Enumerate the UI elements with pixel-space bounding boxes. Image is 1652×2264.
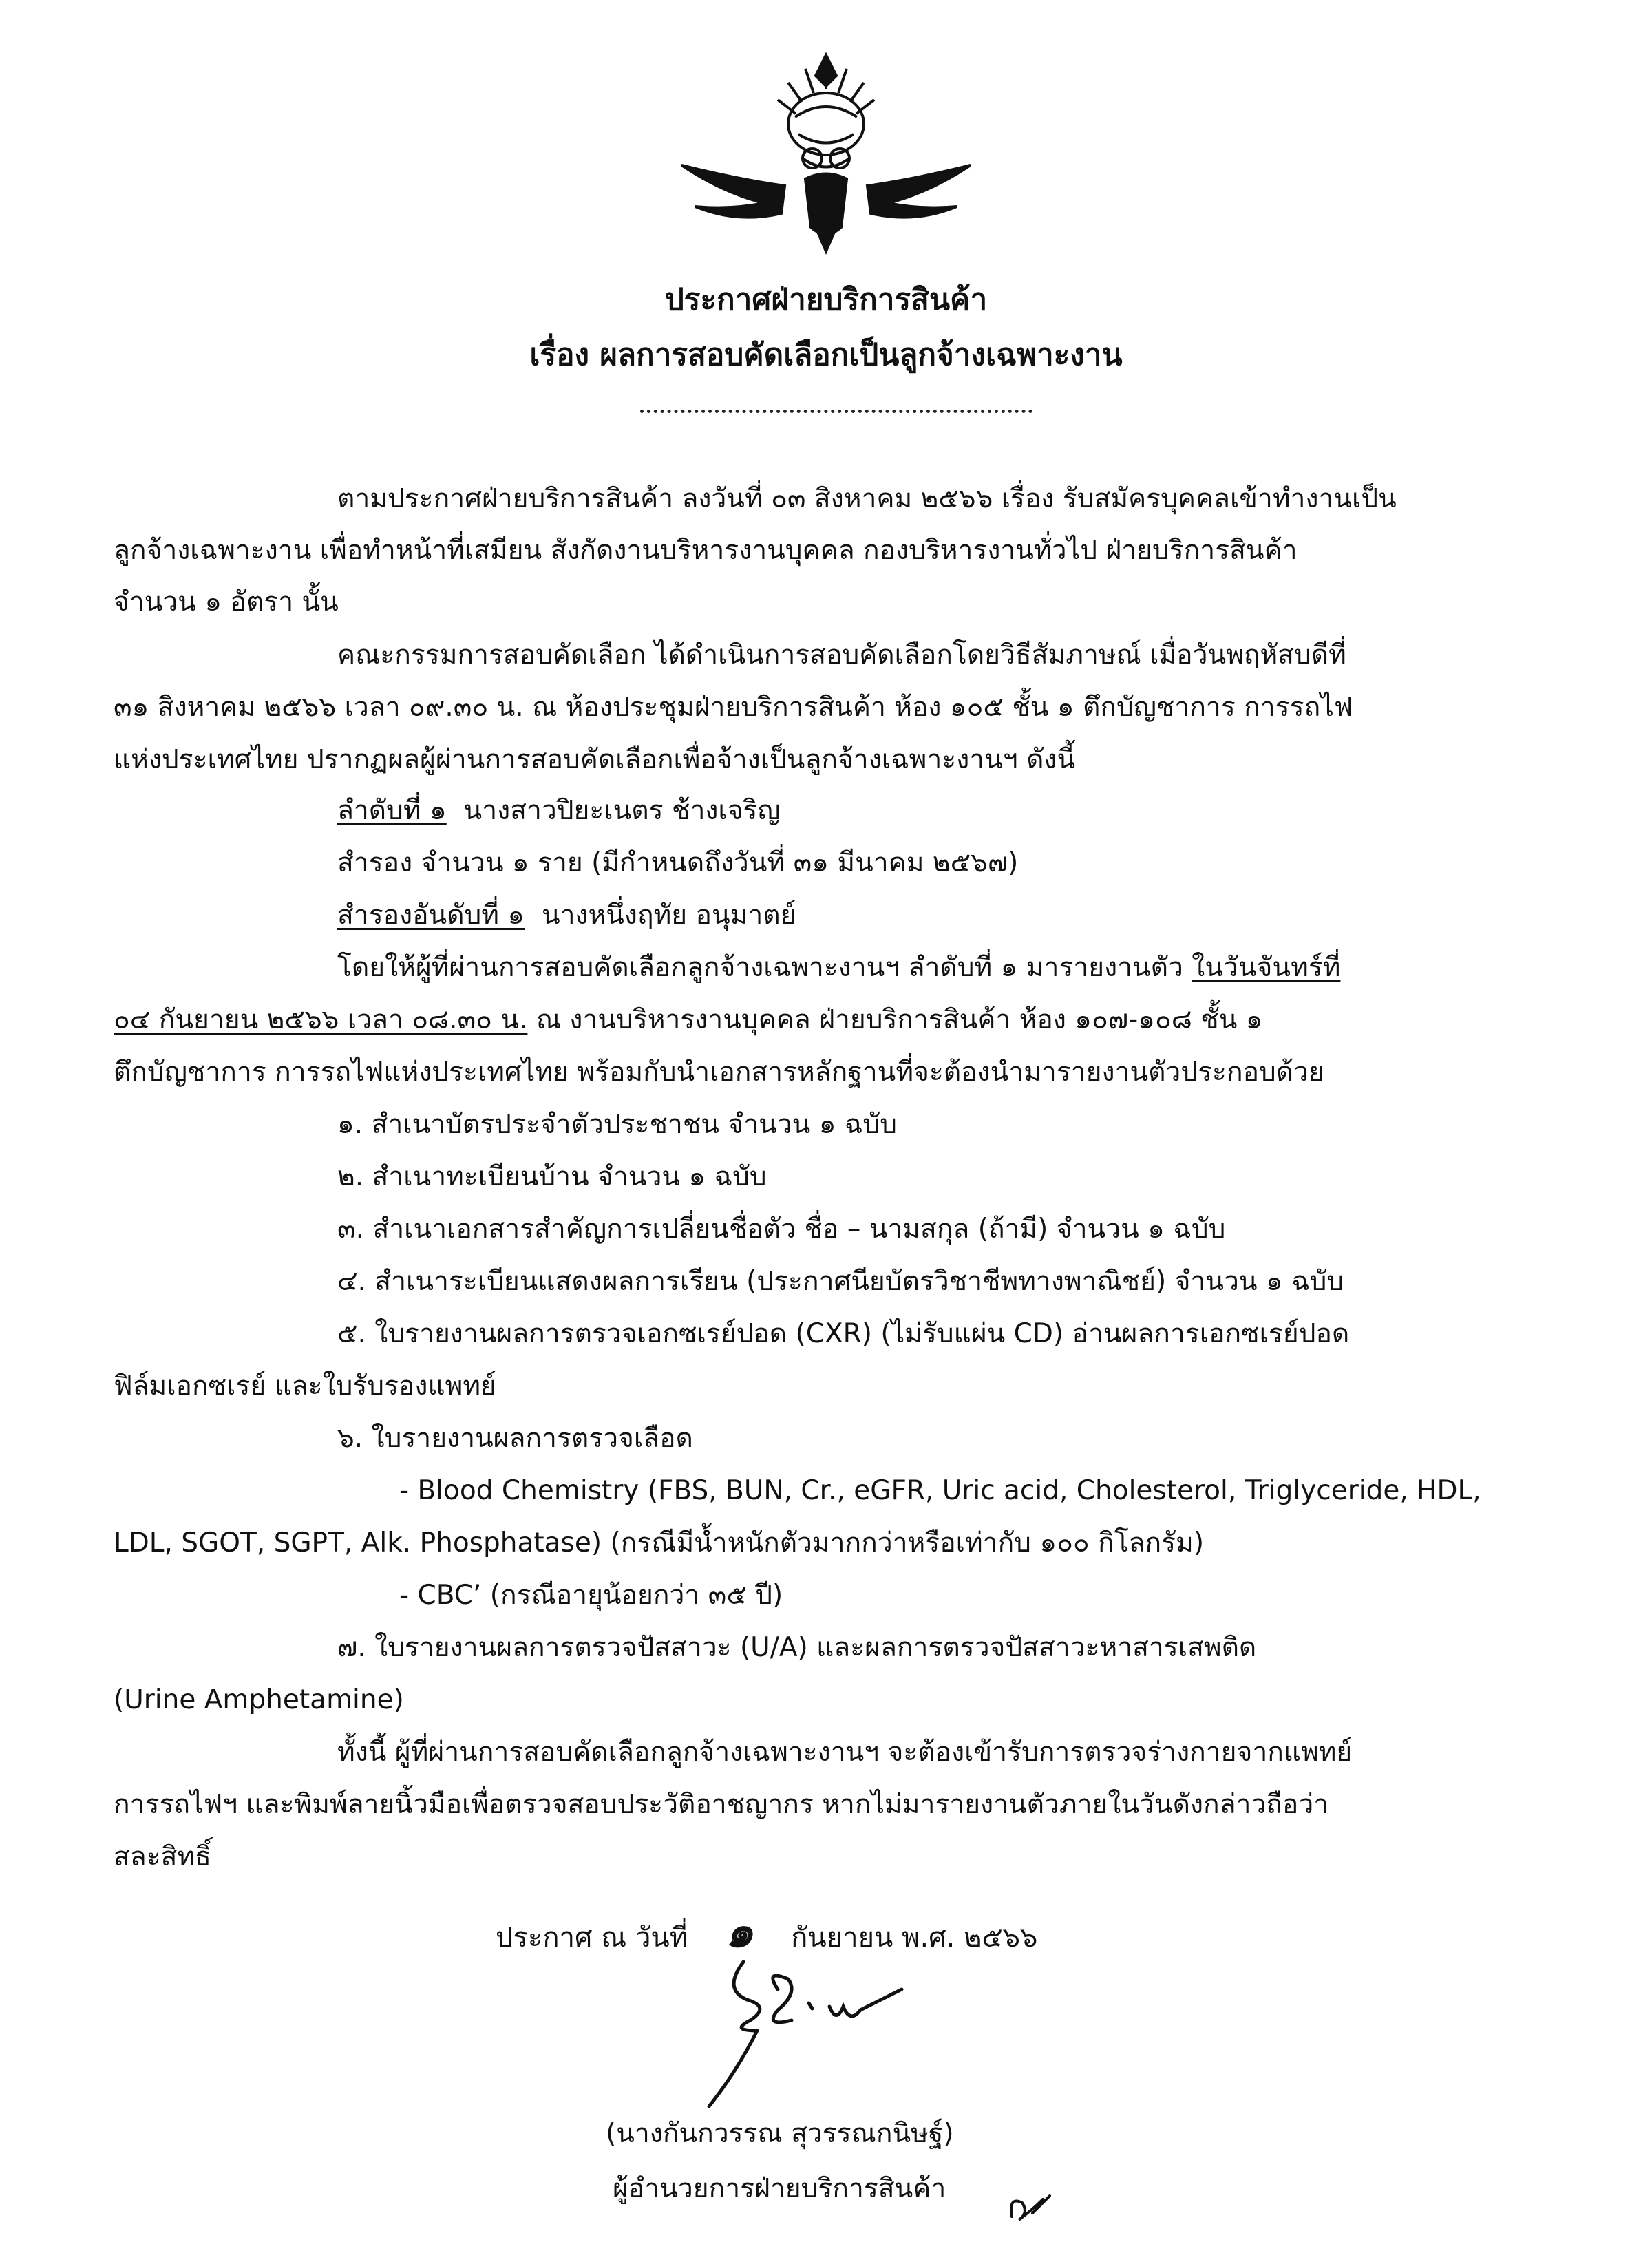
para2-line3: แห่งประเทศไทย ปรากฏผลผู้ผ่านการสอบคัดเลือกเพื่อจ้างเป็นลูกจ้างเฉพาะงานฯ ดังนี้ — [114, 744, 1076, 775]
reserve-name: นางหนึ่งฤทัย อนุมาตย์ — [541, 900, 796, 931]
reserve-candidate — [337, 902, 796, 929]
doc-item-5-line2: ฟิล์มเอกซเรย์ และใบรับรองแพทย์ — [114, 1371, 496, 1401]
rank-label: ลำดับที่ ๑ — [337, 795, 447, 826]
para4-line1: ทั้งนี้ ผู้ที่ผ่านการสอบคัดเลือกลูกจ้างเฉพาะงานฯ จะต้องเข้ารับการตรวจร่างกายจากแพทย์ — [337, 1737, 1353, 1768]
report-date-part2: ๐๔ กันยายน ๒๕๖๖ เวลา ๐๘.๓๐ น. — [114, 1004, 528, 1035]
para2-line1: คณะกรรมการสอบคัดเลือก ได้ดำเนินการสอบคัดเลือกโดยวิธีสัมภาษณ์ เมื่อวันพฤหัสบดีที่ — [337, 639, 1346, 670]
page-subject: เรื่อง ผลการสอบคัดเลือกเป็นลูกจ้างเฉพาะงาน — [529, 337, 1123, 372]
date-prefix: ประกาศ ณ วันที่ — [496, 1922, 688, 1954]
rank-name: นางสาวปิยะเนตร ช้างเจริญ — [463, 795, 781, 826]
reserve-label: สำรองอันดับที่ ๑ — [337, 900, 525, 931]
signer-name: (นางกันกวรรณ สุวรรณกนิษฐ์) — [606, 2118, 954, 2149]
para3-line3: ตึกบัญชาการ การรถไฟแห่งประเทศไทย พร้อมกับนำเอกสารหลักฐานที่จะต้องนำมารายงานตัวประกอบด้วย — [114, 1057, 1324, 1088]
para1-line3: จำนวน ๑ อัตรา นั้น — [114, 586, 339, 617]
para1-line2: ลูกจ้างเฉพาะงาน เพื่อทำหน้าที่เสมียน สังกัดงานบริหารงานบุคคล กองบริหารงานทั่วไป ฝ่ายบริการสินค้า — [114, 535, 1298, 566]
doc-item-1: ๑. สำเนาบัตรประจำตัวประชาชน จำนวน ๑ ฉบับ — [337, 1109, 897, 1140]
para2-line2: ๓๑ สิงหาคม ๒๕๖๖ เวลา ๐๙.๓๐ น. ณ ห้องประชุมฝ่ายบริการสินค้า ห้อง ๑๐๕ ชั้น ๑ ตึกบัญชาการ การรถไฟ — [114, 692, 1353, 723]
doc-item-6a-line2: LDL, SGOT, SGPT, Alk. Phosphatase) (กรณีมีน้ำหนักตัวมากกว่าหรือเท่ากับ ๑๐๐ กิโลกรัม) — [114, 1527, 1205, 1558]
para1-line1: ตามประกาศฝ่ายบริการสินค้า ลงวันที่ ๐๓ สิงหาคม ๒๕๖๖ เรื่อง รับสมัครบุคคลเข้าทำงานเป็น — [337, 483, 1397, 514]
doc-item-3: ๓. สำเนาเอกสารสำคัญการเปลี่ยนชื่อตัว ชื่อ – นามสกุล (ถ้ามี) จำนวน ๑ ฉบับ — [337, 1214, 1226, 1245]
doc-item-7-line1: ๗. ใบรายงานผลการตรวจปัสสาวะ (U/A) และผลการตรวจปัสสาวะหาสารเสพติด — [337, 1632, 1257, 1663]
selected-candidate — [337, 797, 781, 824]
para3-line1-text: โดยให้ผู้ที่ผ่านการสอบคัดเลือกลูกจ้างเฉพาะงานฯ ลำดับที่ ๑ มารายงานตัว — [337, 952, 1192, 983]
reserve-line: สำรอง จำนวน ๑ ราย (มีกำหนดถึงวันที่ ๓๑ มีนาคม ๒๕๖๗) — [337, 847, 1019, 878]
para3-line2 — [114, 1006, 1263, 1033]
srt-emblem-icon — [661, 48, 991, 255]
doc-item-6: ๖. ใบรายงานผลการตรวจเลือด — [337, 1423, 693, 1454]
date-suffix: กันยายน พ.ศ. ๒๕๖๖ — [791, 1922, 1038, 1954]
doc-item-2: ๒. สำเนาทะเบียนบ้าน จำนวน ๑ ฉบับ — [337, 1161, 767, 1192]
signer-title: ผู้อำนวยการฝ่ายบริการสินค้า — [613, 2173, 946, 2204]
para4-line2: การรถไฟฯ และพิมพ์ลายนิ้วมือเพื่อตรวจสอบประวัติอาชญากร หากไม่มารายงานตัวภายในวันดังกล่าวถือว่า — [114, 1789, 1329, 1820]
doc-item-6b: - CBC’ (กรณีอายุน้อยกว่า ๓๕ ปี) — [399, 1580, 783, 1611]
para3-line2-text: ณ งานบริหารงานบุคคล ฝ่ายบริการสินค้า ห้อง ๑๐๗-๑๐๘ ชั้น ๑ — [527, 1004, 1263, 1035]
report-date-part1: ในวันจันทร์ที่ — [1192, 952, 1341, 983]
doc-item-6a-line1: - Blood Chemistry (FBS, BUN, Cr., eGFR, Uric acid, Cholesterol, Triglyceride, HDL, — [399, 1475, 1481, 1506]
para4-line3: สละสิทธิ์ — [114, 1841, 211, 1872]
signature-icon — [695, 1941, 1012, 2113]
page-title: ประกาศฝ่ายบริการสินค้า — [664, 282, 988, 317]
doc-item-7-line2: (Urine Amphetamine) — [114, 1684, 404, 1715]
doc-item-5-line1: ๕. ใบรายงานผลการตรวจเอกซเรย์ปอด (CXR) (ไม่รับแผ่น CD) อ่านผลการเอกซเรย์ปอด — [337, 1318, 1350, 1349]
doc-item-4: ๔. สำเนาระเบียนแสดงผลการเรียน (ประกาศนียบัตรวิชาชีพทางพาณิชย์) จำนวน ๑ ฉบับ — [337, 1266, 1344, 1297]
para3-line1 — [337, 954, 1340, 981]
date-day-handwritten: ๑ — [725, 1906, 754, 1958]
title-separator — [640, 403, 1032, 413]
initial-mark-icon — [1005, 2175, 1060, 2230]
